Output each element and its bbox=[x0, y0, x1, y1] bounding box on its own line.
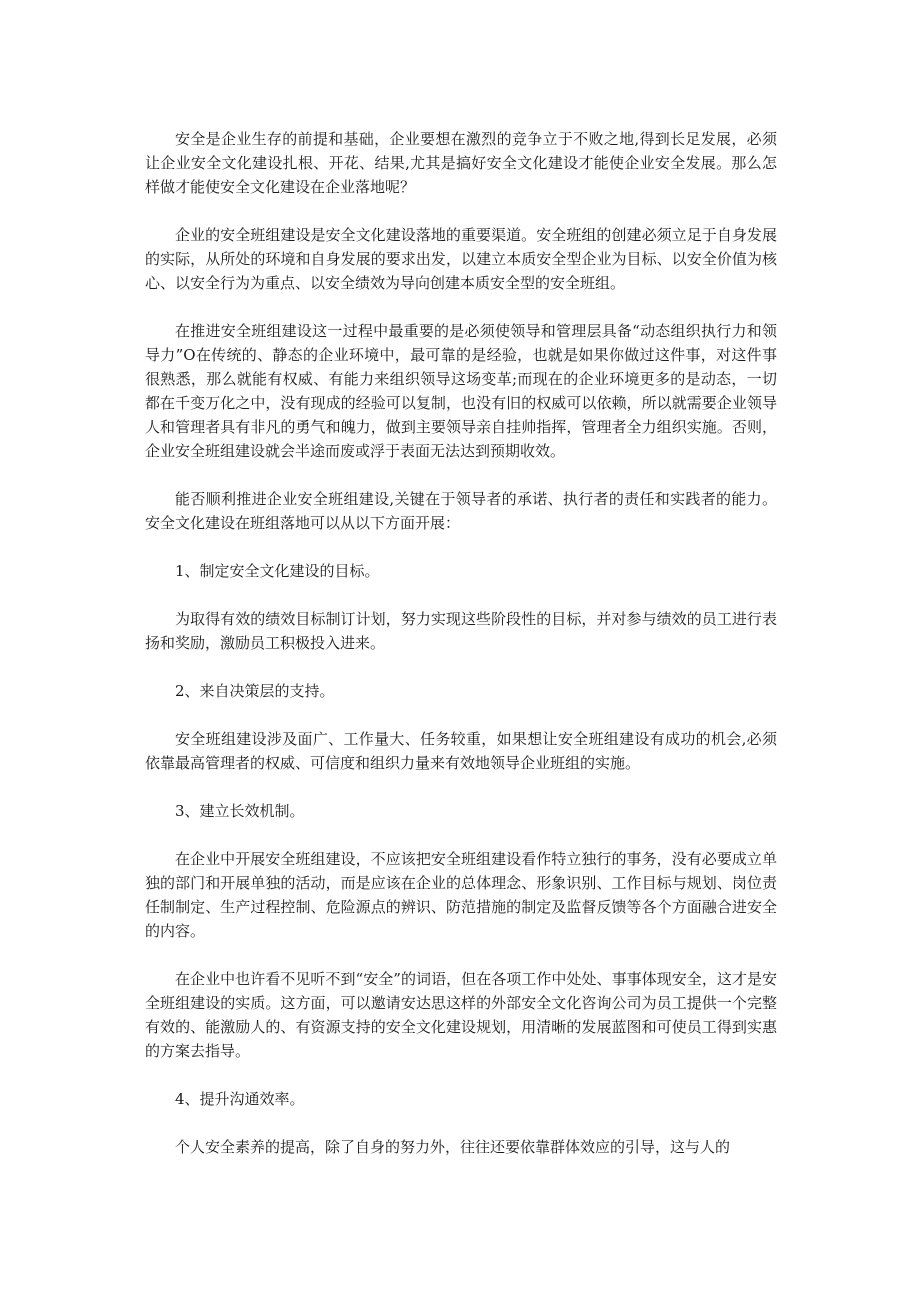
paragraph-goals: 为取得有效的绩效目标制订计划，努力实现这些阶段性的目标，并对参与绩效的员工进行表扬和奖励，激励员工积极投入进来。 bbox=[145, 610, 777, 652]
paragraph-communication: 个人安全素养的提高，除了自身的努力外，往往还要依靠群体效应的引导，这与人的 bbox=[175, 1138, 731, 1156]
paragraph-support: 安全班组建设涉及面广、工作量大、任务较重，如果想让安全班组建设有成功的机会,必须依靠最高管理者的权威、可信度和组织力量来有效地领导企业班组的实施。 bbox=[145, 730, 777, 772]
paragraph-team-building: 企业的安全班组建设是安全文化建设落地的重要渠道。安全班组的创建必须立足于自身发展的实际，从所处的环境和自身发展的要求出发，以建立本质安全型企业为目标、以安全价值为核心、以安全行为为重点、以安全绩效为导向创建本质安全型的安全班组。 bbox=[145, 226, 777, 292]
paragraph-key-factors: 能否顺利推进企业安全班组建设,关键在于领导者的承诺、执行者的责任和实践者的能力。安全文化建设在班组落地可以从以下方面开展： bbox=[145, 490, 777, 532]
section-heading-1: 1、制定安全文化建设的目标。 bbox=[175, 562, 380, 580]
paragraph-mechanism: 在企业中开展安全班组建设，不应该把安全班组建设看作特立独行的事务，没有必要成立单独的部门和开展单独的活动，而是应该在企业的总体理念、形象识别、工作目标与规划、岗位责任制制定、生产过程控制、危险源点的辨识、防范措施的制定及监督反馈等各个方面融合进安全的内容。 bbox=[145, 850, 777, 940]
paragraph-essence: 在企业中也许看不见听不到“安全”的词语，但在各项工作中处处、事事体现安全，这才是安全班组建设的实质。这方面，可以邀请安达思这样的外部安全文化咨询公司为员工提供一个完整有效的、能激励人的、有资源支持的安全文化建设规划，用清晰的发展蓝图和可使员工得到实惠的方案去指导。 bbox=[145, 970, 777, 1060]
document-body bbox=[145, 127, 777, 1183]
section-heading-4: 4、提升沟通效率。 bbox=[175, 1090, 305, 1108]
section-heading-2: 2、来自决策层的支持。 bbox=[175, 682, 335, 700]
section-heading-3: 3、建立长效机制。 bbox=[175, 802, 305, 820]
paragraph-leadership: 在推进安全班组建设这一过程中最重要的是必须使领导和管理层具备“动态组织执行力和领导力”O在传统的、静态的企业环境中，最可靠的是经验，也就是如果你做过这件事，对这件事很熟悉，那么就能有权威、有能力来组织领导这场变革;而现在的企业环境更多的是动态，一切都在千变万化之中，没有现成的经验可以复制，也没有旧的权威可以依赖，所以就需要企业领导人和管理者具有非凡的勇气和魄力，做到主要领导亲自挂帅指挥，管理者全力组织实施。否则，企业安全班组建设就会半途而废或浮于表面无法达到预期收效。 bbox=[145, 322, 777, 460]
paragraph-intro: 安全是企业生存的前提和基础，企业要想在激烈的竞争立于不败之地,得到长足发展，必须让企业安全文化建设扎根、开花、结果,尤其是搞好安全文化建设才能使企业安全发展。那么怎样做才能使安全文化建设在企业落地呢？ bbox=[145, 130, 777, 196]
